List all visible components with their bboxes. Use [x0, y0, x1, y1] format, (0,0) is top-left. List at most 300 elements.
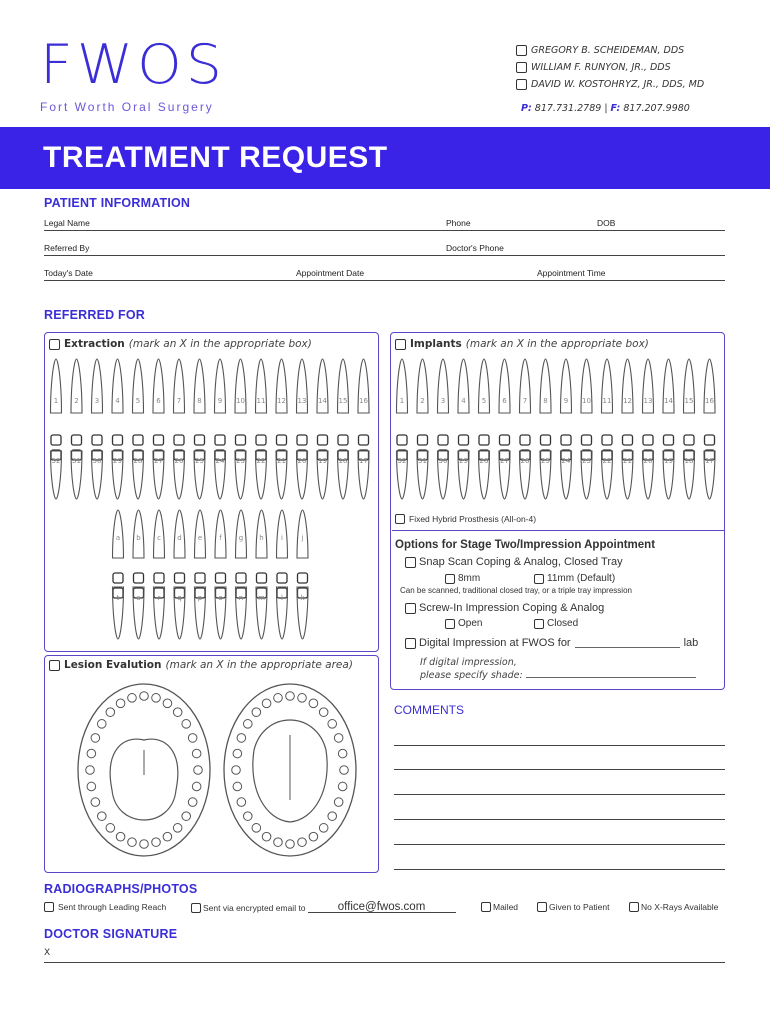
mouth-tooth-circle[interactable] [194, 766, 203, 775]
tooth-number: 12 [277, 397, 286, 405]
logo-text: FWOS [40, 33, 227, 96]
upper-tooth-checkbox[interactable] [479, 435, 489, 445]
lower-tooth [397, 451, 408, 499]
mouth-tooth-circle[interactable] [338, 749, 347, 758]
tooth-number: 20 [297, 457, 307, 465]
tooth-number: 22 [256, 457, 266, 465]
upper-tooth-checkbox[interactable] [418, 435, 428, 445]
upper-tooth-checkbox[interactable] [338, 435, 348, 445]
appointment-time-label: Appointment Time [537, 268, 606, 278]
mouth-tooth-circle[interactable] [128, 838, 137, 847]
mouth-tooth-circle[interactable] [309, 699, 318, 708]
tooth-number: o [218, 594, 223, 602]
patient-info-heading: PATIENT INFORMATION [44, 196, 191, 210]
doctor-checkbox[interactable] [516, 79, 527, 90]
lower-tooth [317, 451, 328, 499]
tooth-number: 10 [236, 397, 245, 405]
mouth-tooth-circle[interactable] [237, 734, 246, 743]
closed-checkbox[interactable] [534, 619, 544, 629]
upper-tooth-checkbox[interactable] [215, 435, 225, 445]
referred-by-field[interactable] [44, 255, 725, 256]
tooth-number: 8 [197, 397, 202, 405]
upper-tooth-checkbox[interactable] [51, 435, 61, 445]
options-heading: Options for Stage Two/Impression Appointment [395, 539, 656, 551]
tooth-number: 7 [522, 397, 528, 405]
upper-tooth-checkbox[interactable] [500, 435, 510, 445]
lower-tooth [112, 451, 123, 499]
mouth-tooth-circle[interactable] [173, 708, 182, 717]
mouth-tooth-circle[interactable] [252, 824, 261, 833]
upper-tooth-checkbox[interactable] [92, 435, 102, 445]
upper-tooth [479, 359, 490, 413]
open-checkbox[interactable] [445, 619, 455, 629]
tooth-number: 5 [135, 397, 141, 405]
primary-upper-checkbox[interactable] [154, 573, 164, 583]
mouth-tooth-circle[interactable] [91, 734, 100, 743]
radiograph-options [44, 902, 734, 916]
upper-tooth-checkbox[interactable] [359, 435, 369, 445]
mouth-tooth-circle[interactable] [106, 824, 115, 833]
tooth-number: i [281, 534, 283, 542]
dates-field[interactable] [44, 280, 725, 281]
mouth-tooth-circle[interactable] [116, 832, 125, 841]
tooth-number: h [259, 534, 264, 542]
tooth-number: 16 [705, 397, 714, 405]
doctor-checkbox[interactable] [516, 45, 527, 56]
lower-tooth [540, 451, 551, 499]
comment-line[interactable] [394, 769, 725, 770]
primary-upper-checkbox[interactable] [298, 573, 308, 583]
extraction-checkbox[interactable] [49, 339, 60, 350]
primary-upper-tooth [195, 510, 206, 558]
tooth-number: 28 [479, 457, 489, 465]
screw-in-checkbox[interactable] [405, 603, 416, 614]
mouth-tooth-circle[interactable] [340, 766, 349, 775]
tooth-number: 32 [397, 457, 407, 465]
mouth-tooth-circle[interactable] [163, 832, 172, 841]
primary-upper-checkbox[interactable] [236, 573, 246, 583]
upper-tooth [643, 359, 654, 413]
mouth-tooth-circle[interactable] [182, 720, 191, 729]
mouth-tooth-circle[interactable] [87, 749, 96, 758]
upper-tooth [174, 359, 185, 413]
upper-tooth-checkbox[interactable] [133, 435, 143, 445]
tooth-number: 2 [420, 397, 425, 405]
tooth-number: 30 [438, 457, 448, 465]
tooth-number: t [116, 594, 120, 602]
mouth-tooth-circle[interactable] [188, 734, 197, 743]
lower-tooth [704, 451, 715, 499]
tooth-number: s [136, 594, 141, 602]
lower-tooth [338, 451, 349, 499]
digital-impression-checkbox[interactable] [405, 638, 416, 649]
mouth-tooth-circle[interactable] [188, 798, 197, 807]
lower-tooth [602, 451, 613, 499]
tooth-number: 31 [72, 457, 81, 465]
comment-line[interactable] [394, 869, 725, 870]
tooth-number: 4 [461, 397, 466, 405]
upper-tooth [540, 359, 551, 413]
comment-line[interactable] [394, 745, 725, 746]
upper-tooth [297, 359, 308, 413]
todays-date-label: Today's Date [44, 268, 93, 278]
tooth-number: 24 [215, 457, 225, 465]
primary-upper-checkbox[interactable] [257, 573, 267, 583]
upper-tooth [71, 359, 82, 413]
digital-note: If digital impression, please specify shade: [420, 656, 696, 682]
lower-tooth [684, 451, 695, 499]
tooth-number: a [115, 534, 121, 542]
lower-tooth [276, 451, 287, 499]
mouth-tooth-circle[interactable] [233, 749, 242, 758]
tooth-number: 18 [338, 457, 348, 465]
implants-checkbox[interactable] [395, 339, 406, 350]
comment-line[interactable] [394, 844, 725, 845]
tooth-number: 12 [623, 397, 632, 405]
upper-tooth-checkbox[interactable] [561, 435, 571, 445]
given-checkbox[interactable] [537, 902, 547, 912]
tooth-number: b [136, 534, 141, 542]
lower-tooth [71, 451, 82, 499]
extraction-header: Extraction (mark an X in the appropriate box) [49, 338, 312, 350]
upper-tooth [133, 359, 144, 413]
referred-for-heading: REFERRED FOR [44, 308, 146, 322]
primary-upper-tooth [277, 510, 288, 558]
mouth-tooth-circle[interactable] [140, 692, 149, 701]
lower-tooth [297, 451, 308, 499]
primary-upper-checkbox[interactable] [216, 573, 226, 583]
mouth-tooth-circle[interactable] [182, 812, 191, 821]
no-xrays-option: No X-Rays Available [629, 902, 718, 912]
comment-line[interactable] [394, 794, 725, 795]
upper-tooth [684, 359, 695, 413]
tooth-number: k [300, 594, 305, 602]
tooth-number: 17 [359, 457, 368, 465]
fixed-hybrid-checkbox[interactable] [395, 514, 405, 524]
upper-tooth [417, 359, 428, 413]
doctor-checkbox[interactable] [516, 62, 527, 73]
upper-tooth-checkbox[interactable] [582, 435, 592, 445]
tooth-number: 14 [664, 397, 673, 405]
leading-reach-checkbox[interactable] [44, 902, 54, 912]
upper-tooth-checkbox[interactable] [256, 435, 266, 445]
upper-tooth [561, 359, 572, 413]
lesion-checkbox[interactable] [49, 660, 60, 671]
fixed-hybrid-option: Fixed Hybrid Prosthesis (All-on-4) [395, 514, 536, 524]
upper-tooth-checkbox[interactable] [195, 435, 205, 445]
mouth-tooth-circle[interactable] [232, 766, 241, 775]
option-8mm: 8mm [445, 573, 480, 584]
extraction-teeth-chart [46, 355, 378, 650]
tooth-number: 23 [582, 457, 591, 465]
tooth-number: 26 [520, 457, 530, 465]
mouth-tooth-circle[interactable] [274, 694, 283, 703]
tooth-number: 3 [440, 397, 446, 405]
upper-tooth [256, 359, 267, 413]
tooth-number: 9 [217, 397, 223, 405]
upper-tooth [358, 359, 369, 413]
tooth-number: 15 [338, 397, 348, 405]
upper-tooth [153, 359, 164, 413]
tooth-number: l [281, 594, 283, 602]
lower-tooth [499, 451, 510, 499]
tooth-number: 25 [541, 457, 550, 465]
lower-tooth [133, 451, 144, 499]
upper-tooth-checkbox[interactable] [459, 435, 469, 445]
referred-by-label: Referred By [44, 243, 90, 253]
mouth-tooth-circle[interactable] [97, 720, 106, 729]
option-11mm: 11mm (Default) [534, 573, 615, 584]
primary-upper-checkbox[interactable] [277, 573, 287, 583]
upper-tooth [235, 359, 246, 413]
upper-tooth [622, 359, 633, 413]
divider [392, 530, 724, 531]
mouth-tooth-circle[interactable] [338, 782, 347, 791]
upper-tooth-checkbox[interactable] [705, 435, 715, 445]
mouth-tooth-circle[interactable] [192, 782, 201, 791]
tooth-number: 21 [277, 457, 286, 465]
tooth-number: 3 [94, 397, 100, 405]
upper-tooth-checkbox[interactable] [438, 435, 448, 445]
snap-note: Can be scanned, traditional closed tray, or a triple tray impression [400, 586, 632, 595]
mouth-tooth-circle[interactable] [140, 840, 149, 849]
upper-tooth [92, 359, 103, 413]
legal-name-label: Legal Name [44, 218, 90, 228]
doctor-item: GREGORY B. SCHEIDEMAN, DDS [516, 42, 756, 59]
tooth-number: r [157, 594, 161, 602]
mouth-tooth-circle[interactable] [274, 838, 283, 847]
upper-tooth [499, 359, 510, 413]
tooth-number: 5 [481, 397, 487, 405]
primary-upper-checkbox[interactable] [134, 573, 144, 583]
tooth-number: 6 [156, 397, 161, 405]
mouth-tooth-circle[interactable] [298, 694, 307, 703]
mouth-tooth-circle[interactable] [262, 699, 271, 708]
given-option: Given to Patient [537, 902, 609, 912]
mouth-tooth-circle[interactable] [286, 692, 295, 701]
primary-upper-tooth [174, 510, 185, 558]
email-field[interactable]: office@fwos.com [308, 902, 456, 913]
upper-tooth [397, 359, 408, 413]
mouth-tooth-circle[interactable] [233, 782, 242, 791]
shade-field[interactable] [526, 669, 696, 678]
tooth-number: 7 [176, 397, 182, 405]
upper-tooth-checkbox[interactable] [72, 435, 82, 445]
tooth-number: 19 [318, 457, 327, 465]
8mm-checkbox[interactable] [445, 574, 455, 584]
mouth-tooth-circle[interactable] [309, 832, 318, 841]
doctors-phone-label: Doctor's Phone [446, 243, 504, 253]
tooth-number: 13 [297, 397, 307, 405]
tooth-number: n [238, 594, 244, 602]
snap-scan-checkbox[interactable] [405, 557, 416, 568]
tooth-number: m [258, 594, 265, 602]
appointment-date-label: Appointment Date [296, 268, 365, 278]
upper-tooth [663, 359, 674, 413]
upper-tooth-checkbox[interactable] [397, 435, 407, 445]
tooth-number: 15 [684, 397, 694, 405]
mouth-tooth-circle[interactable] [116, 699, 125, 708]
upper-tooth-checkbox[interactable] [643, 435, 653, 445]
mouth-tooth-circle[interactable] [298, 838, 307, 847]
mailed-option: Mailed [481, 902, 518, 912]
contact-line: P: 817.731.2789 | F: 817.207.9980 [521, 103, 690, 114]
upper-tooth-checkbox[interactable] [113, 435, 123, 445]
upper-tooth-checkbox[interactable] [154, 435, 164, 445]
upper-tooth-checkbox[interactable] [236, 435, 246, 445]
mouth-tooth-circle[interactable] [91, 798, 100, 807]
tooth-number: 8 [543, 397, 548, 405]
mouth-tooth-circle[interactable] [173, 824, 182, 833]
tooth-number: 27 [154, 457, 163, 465]
lower-tooth [92, 451, 103, 499]
mailed-checkbox[interactable] [481, 902, 491, 912]
tooth-number: 25 [195, 457, 204, 465]
tooth-number: 14 [318, 397, 327, 405]
lower-tooth [479, 451, 490, 499]
upper-tooth [520, 359, 531, 413]
tooth-number: 2 [74, 397, 79, 405]
upper-tooth-checkbox[interactable] [318, 435, 328, 445]
primary-upper-tooth [154, 510, 165, 558]
tooth-number: 27 [500, 457, 509, 465]
mouth-tooth-circle[interactable] [328, 720, 337, 729]
upper-tooth-checkbox[interactable] [602, 435, 612, 445]
tooth-number: 1 [53, 397, 59, 405]
title-banner [0, 127, 770, 189]
implants-header: Implants (mark an X in the appropriate box) [395, 338, 649, 350]
upper-tooth-checkbox[interactable] [664, 435, 674, 445]
upper-tooth-checkbox[interactable] [520, 435, 530, 445]
implants-teeth-chart [392, 355, 724, 505]
tooth-number: 19 [664, 457, 673, 465]
primary-upper-checkbox[interactable] [175, 573, 185, 583]
mouth-diagram [74, 680, 364, 860]
lower-tooth [458, 451, 469, 499]
tooth-number: f [219, 534, 222, 542]
primary-upper-checkbox[interactable] [195, 573, 205, 583]
mouth-tooth-circle[interactable] [163, 699, 172, 708]
upper-tooth-checkbox[interactable] [684, 435, 694, 445]
tooth-number: 20 [643, 457, 653, 465]
lesion-header: Lesion Evalution (mark an X in the appropriate area) [49, 659, 353, 671]
tooth-number: 21 [623, 457, 632, 465]
doctor-list [516, 42, 756, 93]
upper-tooth-checkbox[interactable] [297, 435, 307, 445]
mouth-tooth-circle[interactable] [128, 694, 137, 703]
tooth-number: 29 [113, 457, 122, 465]
logo [40, 33, 240, 123]
mouth-tooth-circle[interactable] [97, 812, 106, 821]
doctor-item: DAVID W. KOSTOHRYZ, JR., DDS, MD [516, 76, 756, 93]
primary-upper-tooth [236, 510, 247, 558]
upper-tooth [112, 359, 123, 413]
upper-tooth [338, 359, 349, 413]
lower-tooth [256, 451, 267, 499]
mouth-tooth-circle[interactable] [328, 812, 337, 821]
mouth-tooth-circle[interactable] [86, 766, 95, 775]
no-xrays-checkbox[interactable] [629, 902, 639, 912]
tooth-number: 24 [561, 457, 571, 465]
mouth-tooth-circle[interactable] [334, 798, 343, 807]
tooth-number: 26 [174, 457, 184, 465]
screw-in-option: Screw-In Impression Coping & Analog [405, 602, 604, 614]
mouth-tooth-circle[interactable] [192, 749, 201, 758]
upper-tooth-checkbox[interactable] [623, 435, 633, 445]
lower-tooth [663, 451, 674, 499]
signature-field[interactable] [44, 962, 725, 963]
lower-tooth [520, 451, 531, 499]
upper-tooth [215, 359, 226, 413]
upper-tooth [317, 359, 328, 413]
encrypted-email-option: Sent via encrypted email to office@fwos.com [191, 902, 456, 913]
mouth-tooth-circle[interactable] [152, 694, 161, 703]
tooth-number: 11 [256, 397, 266, 405]
mouth-tooth-circle[interactable] [152, 838, 161, 847]
option-closed: Closed [534, 618, 578, 629]
11mm-checkbox[interactable] [534, 574, 544, 584]
upper-tooth-checkbox[interactable] [541, 435, 551, 445]
lower-tooth [581, 451, 592, 499]
primary-upper-tooth [133, 510, 144, 558]
tooth-number: 10 [582, 397, 591, 405]
legal-name-field[interactable] [44, 230, 725, 231]
upper-tooth-checkbox[interactable] [277, 435, 287, 445]
snap-scan-option: Snap Scan Coping & Analog, Closed Tray [405, 556, 623, 568]
mouth-tooth-circle[interactable] [319, 824, 328, 833]
signature-heading: DOCTOR SIGNATURE [44, 927, 178, 941]
lower-tooth [153, 451, 164, 499]
mouth-tooth-circle[interactable] [252, 708, 261, 717]
upper-tooth [602, 359, 613, 413]
lower-tooth [194, 451, 205, 499]
upper-tooth [51, 359, 62, 413]
upper-tooth [704, 359, 715, 413]
mouth-tooth-circle[interactable] [243, 720, 252, 729]
mouth-tooth-circle[interactable] [262, 832, 271, 841]
tooth-number: p [197, 594, 203, 602]
tooth-number: 6 [502, 397, 507, 405]
tooth-number: 29 [459, 457, 468, 465]
mouth-tooth-circle[interactable] [286, 840, 295, 849]
primary-upper-checkbox[interactable] [113, 573, 123, 583]
mouth-tooth-circle[interactable] [237, 798, 246, 807]
comment-line[interactable] [394, 819, 725, 820]
tooth-number: 17 [705, 457, 714, 465]
upper-tooth [438, 359, 449, 413]
mouth-tooth-circle[interactable] [87, 782, 96, 791]
lower-tooth [643, 451, 654, 499]
digital-impression-option: Digital Impression at FWOS for lab [405, 637, 698, 649]
upper-tooth [458, 359, 469, 413]
lab-name-field[interactable] [575, 638, 680, 648]
mouth-tooth-circle[interactable] [334, 734, 343, 743]
tooth-number: 31 [418, 457, 427, 465]
upper-tooth [276, 359, 287, 413]
primary-upper-tooth [215, 510, 226, 558]
primary-upper-tooth [256, 510, 267, 558]
mouth-tooth-circle[interactable] [106, 708, 115, 717]
dob-label: DOB [597, 218, 616, 228]
tooth-number: j [301, 534, 304, 542]
tooth-number: 18 [684, 457, 694, 465]
encrypted-email-checkbox[interactable] [191, 903, 201, 913]
radiographs-heading: RADIOGRAPHS/PHOTOS [44, 882, 198, 896]
mouth-tooth-circle[interactable] [243, 812, 252, 821]
page-title: TREATMENT REQUEST [43, 141, 388, 174]
upper-tooth-checkbox[interactable] [174, 435, 184, 445]
mouth-tooth-circle[interactable] [319, 708, 328, 717]
